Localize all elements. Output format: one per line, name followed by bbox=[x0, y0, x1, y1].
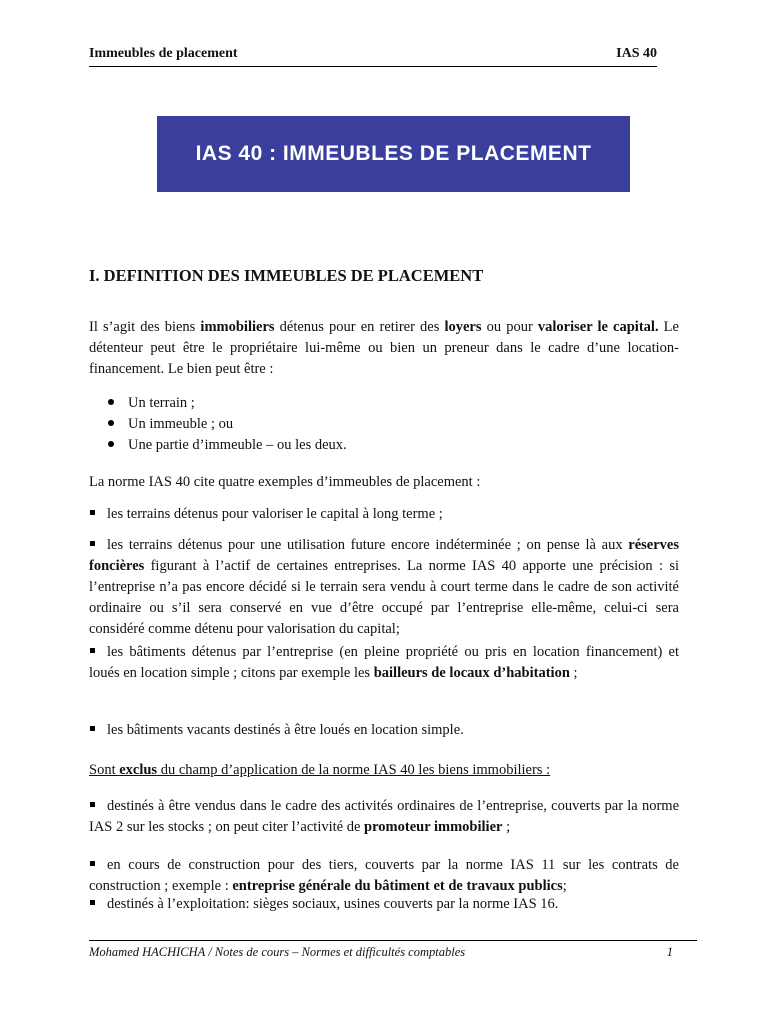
square-bullet-icon bbox=[90, 541, 95, 546]
text: Il s’agit des biens bbox=[89, 319, 201, 335]
property-types-list bbox=[108, 393, 347, 456]
square-bullet-icon bbox=[90, 726, 95, 731]
page-title: IAS 40 : IMMEUBLES DE PLACEMENT bbox=[195, 142, 592, 165]
text: en cours de construction pour des tiers, couverts par la norme IAS 11 sur les contrats de construction ; exemple : bbox=[89, 857, 679, 894]
list-item-text: Un terrain ; bbox=[128, 395, 195, 411]
text: du champ d’application de la norme IAS 40 les biens immobiliers : bbox=[157, 762, 551, 778]
example-1 bbox=[89, 504, 679, 525]
header-left: Immeubles de placement bbox=[89, 46, 238, 61]
text: détenus pour en retirer des bbox=[274, 319, 445, 335]
text: Sont bbox=[89, 762, 120, 778]
bold-text: bailleurs de locaux d’habitation bbox=[373, 665, 570, 681]
example-4 bbox=[89, 720, 679, 741]
bullet-icon bbox=[108, 441, 114, 447]
text: destinés à l’exploitation: sièges sociaux, usines couverts par la norme IAS 16. bbox=[107, 896, 559, 912]
list-item bbox=[108, 435, 347, 456]
text: destinés à être vendus dans le cadre des activités ordinaires de l’entreprise, couverts par la norme IAS 2 sur les stocks ; on peut citer l’activité de bbox=[89, 798, 679, 835]
text: ou pour bbox=[481, 319, 538, 335]
square-bullet-icon bbox=[90, 900, 95, 905]
list-item bbox=[108, 393, 347, 414]
exclusion-2 bbox=[89, 855, 679, 897]
text: les terrains détenus pour une utilisation future encore indéterminée ; on pense là aux bbox=[107, 537, 629, 553]
section-heading: I. DEFINITION DES IMMEUBLES DE PLACEMENT bbox=[89, 266, 484, 285]
text: Le détenteur peut être le propriétaire lui-même ou bien un preneur dans le cadre d’une location-financement. Le bien peut être : bbox=[89, 319, 679, 377]
example-3 bbox=[89, 642, 679, 684]
underlined-text bbox=[89, 762, 550, 778]
header-right: IAS 40 bbox=[616, 46, 657, 61]
bullet-icon bbox=[108, 399, 114, 405]
square-bullet-icon bbox=[90, 861, 95, 866]
page-number: 1 bbox=[666, 945, 673, 959]
square-bullet-icon bbox=[90, 648, 95, 653]
text: ; bbox=[502, 819, 511, 835]
exclusion-3 bbox=[89, 894, 679, 915]
text: figurant à l’actif de certaines entreprises. La norme IAS 40 apporte une précision : si l’entreprise n’a pas encore décidé si le terrain sera vendu à court terme dans le cadre de son activité ordinaire ou s’il sera conservé en vue d’être occupé par l’entreprise elle-même, celui-ci sera considéré comme détenu pour valorisation du capital; bbox=[89, 558, 679, 637]
exclusion-1 bbox=[89, 796, 679, 838]
bold-text: exclus bbox=[119, 762, 158, 778]
square-bullet-icon bbox=[90, 802, 95, 807]
page-header bbox=[89, 46, 657, 67]
square-bullet-icon bbox=[90, 510, 95, 515]
text: les bâtiments détenus par l’entreprise (en pleine propriété ou pris en location financement) et loués en location simple ; citons par exemple les bbox=[89, 644, 679, 681]
list-item-text: Un immeuble ; ou bbox=[128, 416, 234, 432]
bold-text: réserves foncières bbox=[89, 537, 679, 574]
list-item-text: Une partie d’immeuble – ou les deux. bbox=[128, 437, 347, 453]
list-item bbox=[108, 414, 347, 435]
bullet-icon bbox=[108, 420, 114, 426]
text: ; bbox=[569, 665, 578, 681]
exclusions-intro bbox=[89, 760, 679, 781]
text: ; bbox=[562, 878, 567, 894]
text: les bâtiments vacants destinés à être loués en location simple. bbox=[107, 722, 464, 738]
title-banner bbox=[157, 116, 630, 192]
footer-author: Mohamed HACHICHA / Notes de cours – Normes et difficultés comptables bbox=[89, 945, 466, 959]
bold-text: valoriser le capital. bbox=[537, 319, 659, 335]
bold-text: promoteur immobilier bbox=[364, 819, 503, 835]
page-footer bbox=[89, 940, 697, 960]
example-2 bbox=[89, 535, 679, 640]
bold-text: entreprise générale du bâtiment et de travaux publics bbox=[232, 878, 563, 894]
text: les terrains détenus pour valoriser le capital à long terme ; bbox=[107, 506, 443, 522]
examples-intro: La norme IAS 40 cite quatre exemples d’immeubles de placement : bbox=[89, 474, 481, 490]
bold-text: loyers bbox=[444, 319, 482, 335]
intro-paragraph bbox=[89, 317, 679, 380]
bold-text: immobiliers bbox=[200, 319, 275, 335]
